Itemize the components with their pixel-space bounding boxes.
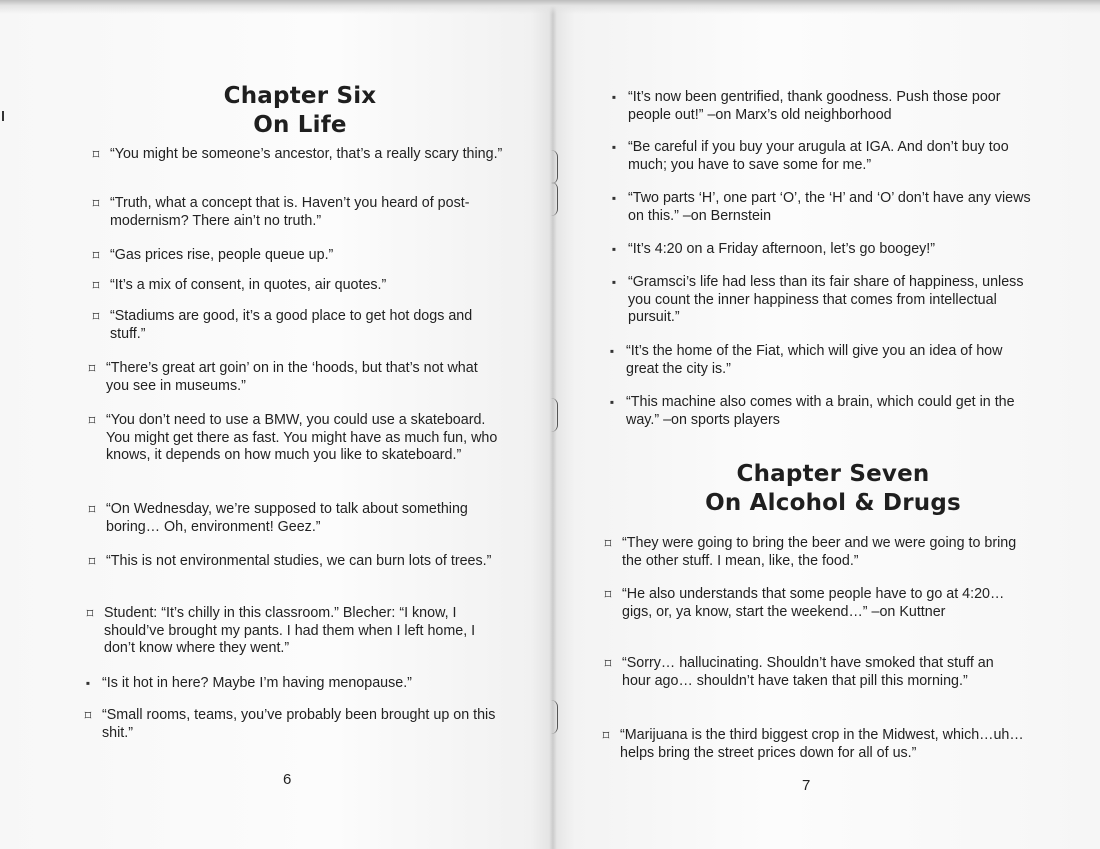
- quote-item: [609, 394, 1026, 429]
- quote-item: [88, 501, 511, 536]
- quote-item: [88, 360, 498, 395]
- quote-text: “There’s great art goin’ on in the ‘hoods, but that’s not what you see in museums.”: [106, 360, 478, 394]
- quote-text: “On Wednesday, we’re supposed to talk about something boring… Oh, environment! Geez.”: [106, 501, 468, 535]
- quote-text: “It’s a mix of consent, in quotes, air quotes.”: [110, 277, 387, 293]
- square-bullet-icon: ▪: [611, 90, 617, 104]
- quote-item: [611, 274, 1028, 327]
- quote-item: [85, 675, 502, 693]
- quote-text: “Small rooms, teams, you’ve probably been brought up on this shit.”: [102, 707, 496, 741]
- quote-text: “You don’t need to use a BMW, you could use a skateboard. You might get there as fast. You might have as much fun, who knows, it depends on how much you like to skateboard.”: [106, 412, 498, 463]
- quote-item: [604, 586, 1022, 621]
- quote-text: “This machine also comes with a brain, which could get in the way.” –on sports players: [626, 394, 1015, 428]
- quote-text: “This is not environmental studies, we can burn lots of trees.”: [106, 553, 492, 569]
- bullet-icon: ⌑: [88, 502, 96, 517]
- page-number: 6: [283, 771, 292, 788]
- binding-mark: [551, 150, 558, 184]
- quote-item: [602, 727, 1025, 762]
- square-bullet-icon: ▪: [85, 676, 91, 690]
- chapter-subject: On Life: [253, 112, 347, 138]
- square-bullet-icon: ▪: [609, 344, 615, 358]
- binding-mark: [551, 398, 558, 432]
- quote-item: [609, 343, 1026, 378]
- bullet-icon: ⌑: [604, 536, 612, 551]
- quote-text: “Two parts ‘H’, one part ‘O’, the ‘H’ and ‘O’ don’t have any views on this.” –on Bernstein: [628, 190, 1031, 224]
- quote-text: “Truth, what a concept that is. Haven’t you heard of post-modernism? There ain’t no truth.”: [110, 195, 470, 229]
- quote-item: [92, 308, 500, 343]
- chapter-six-heading: [160, 82, 440, 140]
- bullet-icon: ⌑: [604, 587, 612, 602]
- quote-item: [92, 247, 510, 265]
- binding-mark: [551, 700, 558, 734]
- quote-text: “Stadiums are good, it’s a good place to get hot dogs and stuff.”: [110, 308, 473, 342]
- page-edge-mark: [2, 111, 4, 121]
- page-number: 7: [802, 777, 811, 794]
- right-page: [553, 0, 1100, 849]
- chapter-subject: On Alcohol & Drugs: [705, 490, 961, 516]
- quote-item: [611, 241, 1028, 259]
- quote-text: “They were going to bring the beer and we were going to bring the other stuff. I mean, like, the food.”: [622, 535, 1017, 569]
- quote-text: “Be careful if you buy your arugula at IGA. And don’t buy too much; you have to save some for me.”: [628, 139, 1009, 173]
- quote-item: [611, 89, 1028, 124]
- square-bullet-icon: ▪: [611, 191, 617, 205]
- quote-text: “Sorry… hallucinating. Shouldn’t have smoked that stuff an hour ago… shouldn’t have taken that pill this morning.”: [622, 655, 994, 689]
- quote-text: Student: “It’s chilly in this classroom.” Blecher: “I know, I should’ve brought my pants. I had them when I left home, I don’t know where they went.”: [104, 605, 476, 656]
- bullet-icon: ⌑: [88, 361, 96, 376]
- bullet-icon: ⌑: [88, 413, 96, 428]
- bullet-icon: ⌑: [92, 248, 100, 263]
- quote-item: [92, 277, 510, 295]
- bullet-icon: ⌑: [92, 309, 100, 324]
- quote-text: “Is it hot in here? Maybe I’m having menopause.”: [102, 675, 412, 691]
- quote-text: “You might be someone’s ancestor, that’s a really scary thing.”: [110, 146, 503, 162]
- bullet-icon: ⌑: [88, 554, 96, 569]
- quote-item: [611, 139, 1028, 174]
- bullet-icon: ⌑: [84, 708, 92, 723]
- square-bullet-icon: ▪: [611, 242, 617, 256]
- chapter-seven-heading: [653, 460, 1013, 518]
- quote-item: [604, 535, 1027, 570]
- quote-text: “He also understands that some people have to go at 4:20… gigs, or, ya know, start the weekend…” –on Kuttner: [622, 586, 1005, 620]
- bullet-icon: ⌑: [92, 278, 100, 293]
- bullet-icon: ⌑: [604, 656, 612, 671]
- quote-item: [84, 707, 502, 742]
- quote-text: “Gas prices rise, people queue up.”: [110, 247, 334, 263]
- quote-item: [604, 655, 1022, 690]
- chapter-title: Chapter Six: [223, 83, 377, 109]
- binding-mark: [551, 182, 558, 216]
- quote-text: “It’s 4:20 on a Friday afternoon, let’s go boogey!”: [628, 241, 936, 257]
- bullet-icon: ⌑: [92, 196, 100, 211]
- bullet-icon: ⌑: [86, 606, 94, 621]
- quote-text: “Marijuana is the third biggest crop in the Midwest, which…uh… helps bring the street prices down for all of us.”: [620, 727, 1024, 761]
- square-bullet-icon: ▪: [611, 275, 617, 289]
- quote-item: [92, 195, 515, 230]
- quote-item: [88, 412, 506, 465]
- bullet-icon: ⌑: [602, 728, 610, 743]
- scan-top-edge: [0, 0, 1100, 14]
- quote-item: [86, 605, 509, 658]
- square-bullet-icon: ▪: [611, 140, 617, 154]
- quote-item: [611, 190, 1033, 225]
- quote-text: “It’s now been gentrified, thank goodness. Push those poor people out!” –on Marx’s old neighborhood: [628, 89, 1001, 123]
- quote-item: [92, 146, 510, 164]
- quote-item: [88, 553, 506, 571]
- quote-text: “Gramsci’s life had less than its fair share of happiness, unless you count the inner happiness that comes from intellectual pursuit.”: [628, 274, 1024, 325]
- square-bullet-icon: ▪: [609, 395, 615, 409]
- bullet-icon: ⌑: [92, 147, 100, 162]
- quote-text: “It’s the home of the Fiat, which will give you an idea of how great the city is.”: [626, 343, 1003, 377]
- chapter-title: Chapter Seven: [736, 461, 930, 487]
